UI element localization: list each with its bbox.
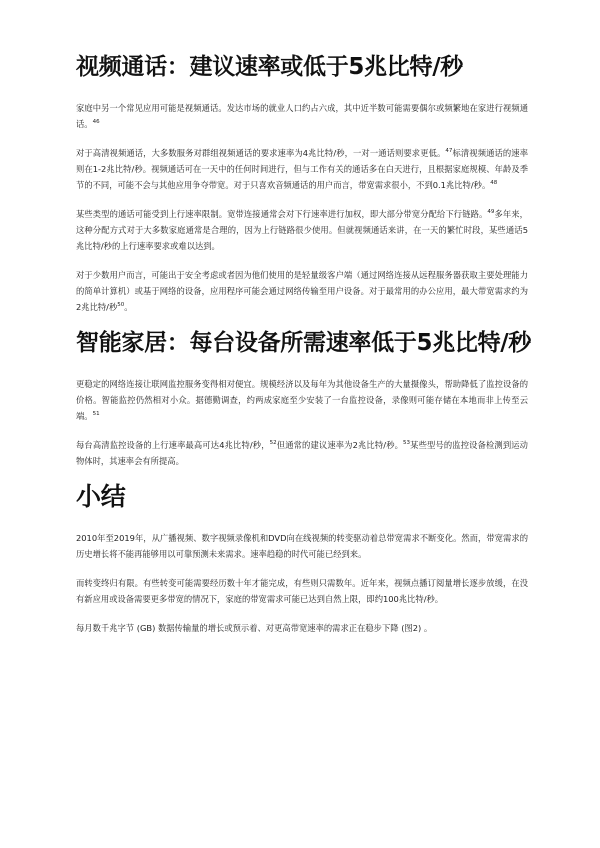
section-heading-smart-home: 智能家居：每台设备所需速率低于5兆比特/秒 xyxy=(76,330,532,356)
section-heading-summary: 小结 xyxy=(76,482,126,511)
footnote-ref[interactable]: 50 xyxy=(117,302,125,309)
paragraph: 更稳定的网络连接让联网监控服务变得相对便宜。规模经济以及每年为其他设备生产的大量摄像头，帮助降低了监控设备的价格。智能监控仍然相对小众。据德勤调查，约两成家庭至少安装了一台监控设备，录像则可能存储在本地而非上传至云端。$^{51}$ xyxy=(76,379,528,421)
footnote-ref[interactable]: 48 xyxy=(490,180,498,187)
paragraph: 对于少数用户而言，可能出于安全考虑或者因为他们使用的是轻量级客户端（通过网络连接从远程服务器获取主要处理能力的简单计算机）或基于网络的设备，应用程序可能会通过网络传输至用户设备。对于最常用的办公应用，最大带宽需求约为2兆比特/秒$^{50}$。 xyxy=(76,270,528,312)
paragraph: 2010年至2019年，从广播视频、数字视频录像机和DVD向在线视频的转变驱动着总带宽需求不断变化。然而，带宽需求的历史增长将不能再能够用以可靠预测未来需求。速率趋稳的时代可能已经到来。 xyxy=(76,533,528,559)
footnote-ref[interactable]: 53 xyxy=(403,440,411,447)
footnote-ref[interactable]: 47 xyxy=(445,148,453,155)
paragraph: 对于高清视频通话，大多数服务对群组视频通话的要求速率为4兆比特/秒，一对一通话则要求更低。$^{47}$标清视频通话的速率则在1-2兆比特/秒。视频通话可在一天中的任何时间进行，但与工作有关的通话多在白天进行，且根据家庭规模、年龄及季节的不同，可能不会与其他应用争夺带宽。对于只喜欢音频通话的用户而言，带宽需求很小，不到0.1兆比特/秒。$^{48}$ xyxy=(76,148,528,190)
paragraph: 每台高清监控设备的上行速率最高可达4兆比特/秒，$^{52}$但通常的建议速率为2兆比特/秒。$^{53}$某些型号的监控设备检测到运动物体时，其速率会有所提高。 xyxy=(76,440,528,466)
footnote-ref[interactable]: 51 xyxy=(92,411,100,418)
section-heading-video-calls: 视频通话：建议速率或低于5兆比特/秒 xyxy=(76,54,464,80)
paragraph: 家庭中另一个常见应用可能是视频通话。发达市场的就业人口约占六成，其中近半数可能需要偶尔或频繁地在家进行视频通话。$^{46}$ xyxy=(76,103,528,129)
paragraph: 每月数千兆字节 (GB) 数据传输量的增长或预示着、对更高带宽速率的需求正在稳步下降 (图2) 。 xyxy=(76,623,433,633)
paragraph: 某些类型的通话可能受到上行速率限制。宽带连接通常会对下行速率进行加权，即大部分带宽分配给下行链路。$^{49}$多年来，这种分配方式对于大多数家庭通常是合理的，因为上行链路很少使用。但就视频通话来讲，在一天的繁忙时段，某些通话5兆比特/秒的上行速率要求或难以达到。 xyxy=(76,209,528,251)
footnote-ref[interactable]: 46 xyxy=(92,119,100,126)
footnote-ref[interactable]: 49 xyxy=(487,209,495,216)
footnote-ref[interactable]: 52 xyxy=(269,440,277,447)
paragraph: 而转变终归有限。有些转变可能需要经历数十年才能完成，有些则只需数年。近年来，视频点播订阅量增长逐步放缓，在没有新应用或设备需要更多带宽的情况下，家庭的带宽需求可能已达到自然上限，即约100兆比特/秒。 xyxy=(76,578,528,604)
document-body xyxy=(76,52,532,649)
